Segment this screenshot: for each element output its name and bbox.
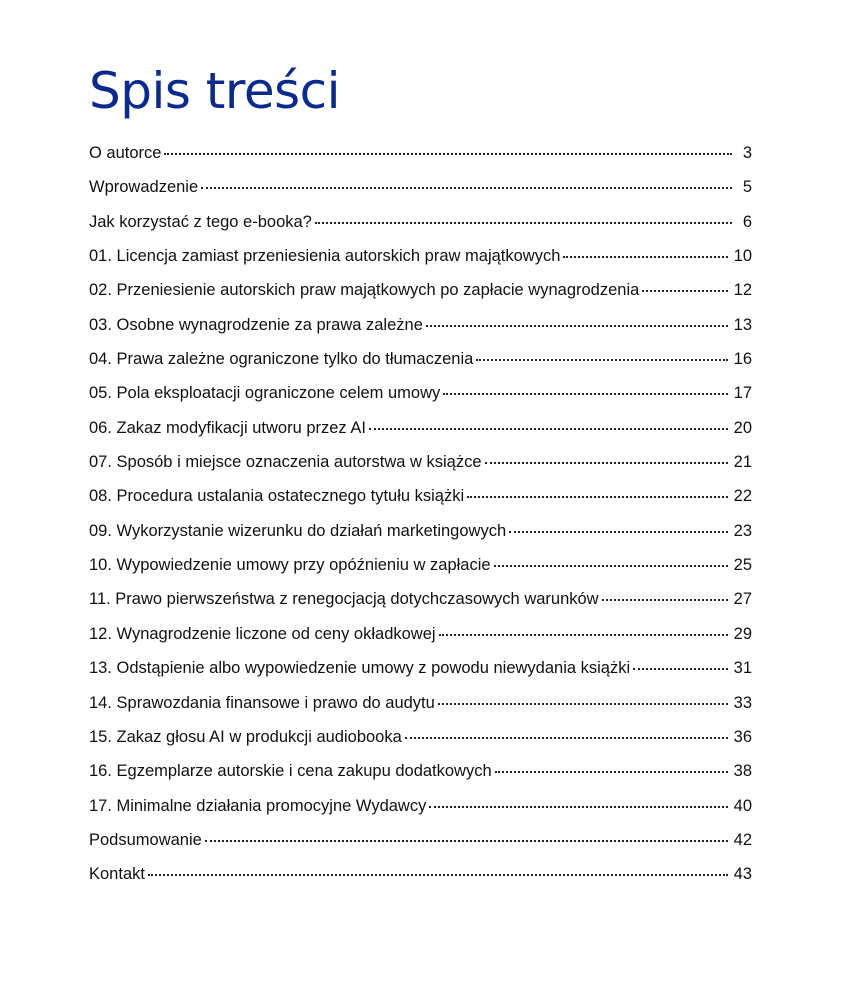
toc-entry[interactable] <box>89 550 752 584</box>
dot-leader <box>467 496 728 498</box>
toc-entry-label[interactable]: 08. Procedura ustalania ostatecznego tytułu książki <box>89 487 465 506</box>
toc-entry-label[interactable]: Jak korzystać z tego e-booka? <box>89 212 312 231</box>
toc-entry[interactable] <box>89 619 752 653</box>
toc-entry-page-number[interactable]: 16 <box>733 350 752 369</box>
toc-entry[interactable] <box>89 378 752 412</box>
dot-leader <box>438 703 728 705</box>
dot-leader <box>476 359 727 361</box>
toc-entry[interactable] <box>89 653 752 687</box>
toc-entry-page-number[interactable]: 38 <box>733 762 752 781</box>
toc-entry-label[interactable]: 11. Prawo pierwszeństwa z renegocjacją dotychczasowych warunków <box>89 590 599 609</box>
dot-leader <box>429 806 727 808</box>
toc-entry-label[interactable]: 04. Prawa zależne ograniczone tylko do tłumaczenia <box>89 350 474 369</box>
toc-entry[interactable] <box>89 310 752 344</box>
toc-entry[interactable] <box>89 481 752 515</box>
toc-entry[interactable] <box>89 344 752 378</box>
table-of-contents <box>89 138 752 894</box>
toc-entry-label[interactable]: 07. Sposób i miejsce oznaczenia autorstwa w książce <box>89 453 482 472</box>
toc-entry[interactable] <box>89 275 752 309</box>
dot-leader <box>509 531 728 533</box>
toc-entry[interactable] <box>89 447 752 481</box>
toc-entry-label[interactable]: 02. Przeniesienie autorskich praw majątkowych po zapłacie wynagrodzenia <box>89 281 640 300</box>
dot-leader <box>495 771 728 773</box>
dot-leader <box>405 737 728 739</box>
toc-entry-label[interactable]: 05. Pola eksploatacji ograniczone celem umowy <box>89 384 441 403</box>
toc-entry[interactable] <box>89 241 752 275</box>
toc-entry-page-number[interactable]: 3 <box>742 144 752 162</box>
toc-entry-page-number[interactable]: 17 <box>733 384 752 403</box>
toc-entry-page-number[interactable]: 5 <box>742 178 752 197</box>
toc-entry[interactable] <box>89 688 752 722</box>
toc-entry-label[interactable]: 12. Wynagrodzenie liczone od ceny okładkowej <box>89 624 436 643</box>
toc-entry[interactable] <box>89 825 752 859</box>
toc-entry[interactable] <box>89 584 752 618</box>
dot-leader <box>201 187 732 189</box>
toc-entry-label[interactable]: 09. Wykorzystanie wizerunku do działań marketingowych <box>89 521 507 540</box>
dot-leader <box>602 599 728 601</box>
toc-entry-label[interactable]: 13. Odstąpienie albo wypowiedzenie umowy z powodu niewydania książki <box>89 659 631 678</box>
toc-entry[interactable] <box>89 207 752 241</box>
dot-leader <box>205 840 728 842</box>
toc-entry[interactable] <box>89 413 752 447</box>
toc-entry-page-number[interactable]: 6 <box>742 212 752 231</box>
dot-leader <box>164 153 732 155</box>
toc-entry-page-number[interactable]: 12 <box>733 281 752 300</box>
toc-entry[interactable] <box>89 859 752 893</box>
toc-entry[interactable] <box>89 756 752 790</box>
toc-entry-page-number[interactable]: 33 <box>733 693 752 712</box>
toc-entry[interactable] <box>89 138 752 172</box>
dot-leader <box>426 325 728 327</box>
toc-entry-page-number[interactable]: 42 <box>733 830 752 849</box>
dot-leader <box>494 565 728 567</box>
toc-entry-label[interactable]: 06. Zakaz modyfikacji utworu przez AI <box>89 418 366 437</box>
dot-leader <box>315 222 732 224</box>
toc-entry[interactable] <box>89 516 752 550</box>
dot-leader <box>563 256 727 258</box>
toc-entry-page-number[interactable]: 43 <box>733 865 752 884</box>
toc-entry-label[interactable]: Kontakt <box>89 865 145 884</box>
toc-entry-label[interactable]: Podsumowanie <box>89 830 202 849</box>
toc-entry-page-number[interactable]: 21 <box>733 453 752 472</box>
dot-leader <box>439 634 728 636</box>
toc-entry-label[interactable]: 16. Egzemplarze autorskie i cena zakupu dodatkowych <box>89 762 492 781</box>
toc-entry-label[interactable]: 15. Zakaz głosu AI w produkcji audiobooka <box>89 727 402 746</box>
toc-entry-label[interactable]: Wprowadzenie <box>89 178 199 197</box>
toc-entry-label[interactable]: 14. Sprawozdania finansowe i prawo do audytu <box>89 693 435 712</box>
toc-entry-label[interactable]: O autorce <box>89 144 162 162</box>
toc-entry[interactable] <box>89 172 752 206</box>
toc-entry[interactable] <box>89 791 752 825</box>
dot-leader <box>148 874 728 876</box>
toc-entry[interactable] <box>89 722 752 756</box>
toc-entry-label[interactable]: 01. Licencja zamiast przeniesienia autorskich praw majątkowych <box>89 247 561 266</box>
toc-entry-page-number[interactable]: 27 <box>733 590 752 609</box>
toc-entry-page-number[interactable]: 40 <box>733 796 752 815</box>
toc-entry-page-number[interactable]: 23 <box>733 521 752 540</box>
toc-entry-page-number[interactable]: 31 <box>733 659 752 678</box>
toc-entry-page-number[interactable]: 36 <box>733 727 752 746</box>
toc-entry-label[interactable]: 10. Wypowiedzenie umowy przy opóźnieniu w zapłacie <box>89 556 491 575</box>
dot-leader <box>369 428 728 430</box>
toc-entry-page-number[interactable]: 22 <box>733 487 752 506</box>
toc-entry-page-number[interactable]: 29 <box>733 624 752 643</box>
toc-entry-label[interactable]: 17. Minimalne działania promocyjne Wydawcy <box>89 796 427 815</box>
toc-entry-page-number[interactable]: 13 <box>733 315 752 334</box>
dot-leader <box>485 462 728 464</box>
dot-leader <box>443 393 727 395</box>
page-title: Spis treści <box>89 62 341 120</box>
dot-leader <box>642 290 727 292</box>
dot-leader <box>633 668 728 670</box>
toc-entry-page-number[interactable]: 20 <box>733 418 752 437</box>
toc-entry-page-number[interactable]: 10 <box>733 247 752 266</box>
toc-entry-label[interactable]: 03. Osobne wynagrodzenie za prawa zależne <box>89 315 423 334</box>
toc-entry-page-number[interactable]: 25 <box>733 556 752 575</box>
